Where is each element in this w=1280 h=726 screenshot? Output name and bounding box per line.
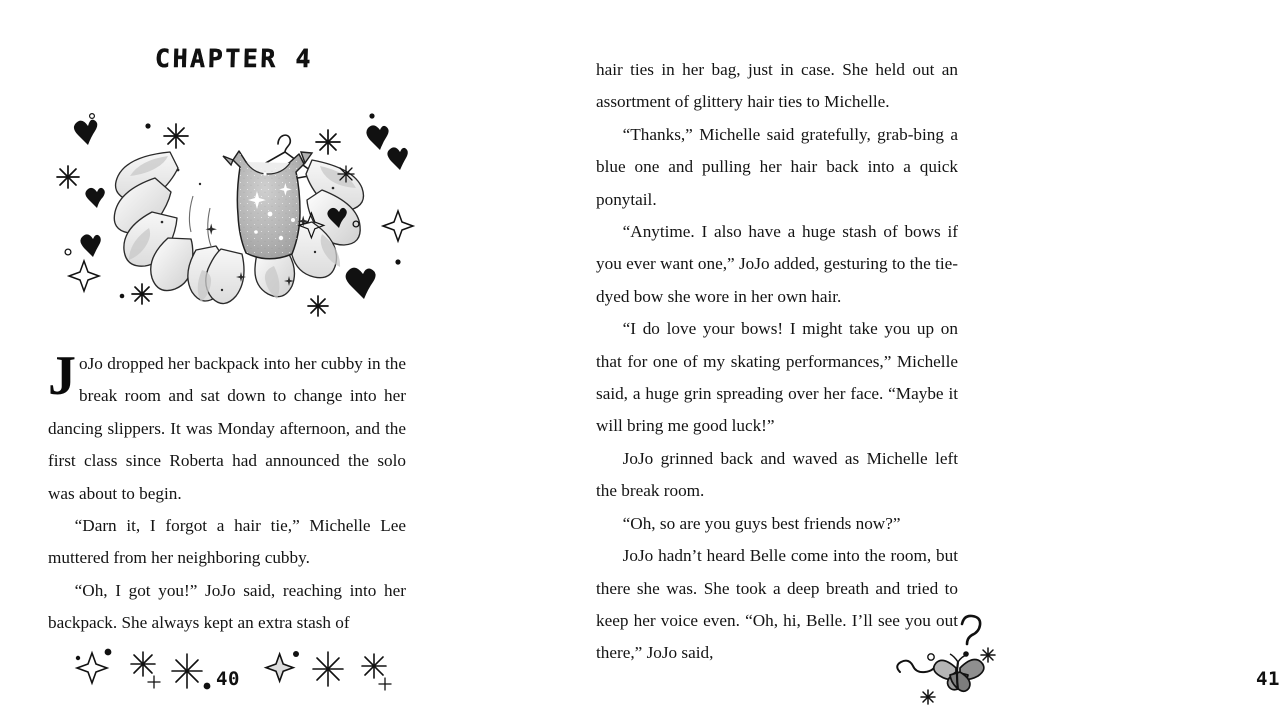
page-number-left: 40 [216,668,240,690]
paragraph: “Oh, I got you!” JoJo said, reaching into her backpack. She always kept an extra stash of [48,580,406,633]
right-page [500,0,1280,726]
left-column-text [48,345,406,640]
ring-decoration [928,654,934,660]
swirl-icon [897,661,936,672]
right-column-text [596,54,958,670]
left-footer-decorations [0,630,500,726]
butterfly-icon [934,654,984,691]
tutu-illustration [50,104,420,316]
left-page [0,0,500,726]
paragraph: “Anytime. I also have a huge stash of bows if you ever want one,” JoJo added, gesturing to the tie-dyed bow she wore in her own hair. [596,222,958,306]
paragraph: JoJo hadn’t heard Belle come into the room, but there she was. She took a deep breath and tried to keep her voice even. “Oh, hi, Belle. I’ll see you out there,” JoJo said, [596,546,958,663]
drop-cap-letter: J [48,345,76,407]
question-mark-icon [962,616,980,644]
paragraph: JoJo grinned back and waved as Michelle left the break room. [596,448,958,501]
paragraph: hair ties in her bag, just in case. She held out an assortment of glittery hair ties to Michelle. [596,60,958,112]
paragraph: “Darn it, I forgot a hair tie,” Michelle Lee muttered from her neighboring cubby. [48,516,406,568]
butterfly-question-mark-decoration [890,610,1010,720]
page-number-right: 41 [1256,668,1280,690]
paragraph: “I do love your bows! I might take you up on that for one of my skating performances,” Michelle said, a huge grin spreading over her face. “Maybe it will bring me good luck!” [596,319,958,436]
paragraph: “Thanks,” Michelle said gratefully, grab-bing a blue one and pulling her hair back into a quick ponytail. [596,124,958,209]
paragraph: oJo dropped her backpack into her cubby in the break room and sat down to change into her dancing slippers. It was Monday afternoon, and the first class since Roberta had announced the solo was about to begin. [48,354,406,503]
paragraph-with-dropcap [48,345,406,510]
paragraph: “Oh, so are you guys best friends now?” [622,513,901,533]
chapter-heading: CHAPTER 4 [154,44,314,73]
